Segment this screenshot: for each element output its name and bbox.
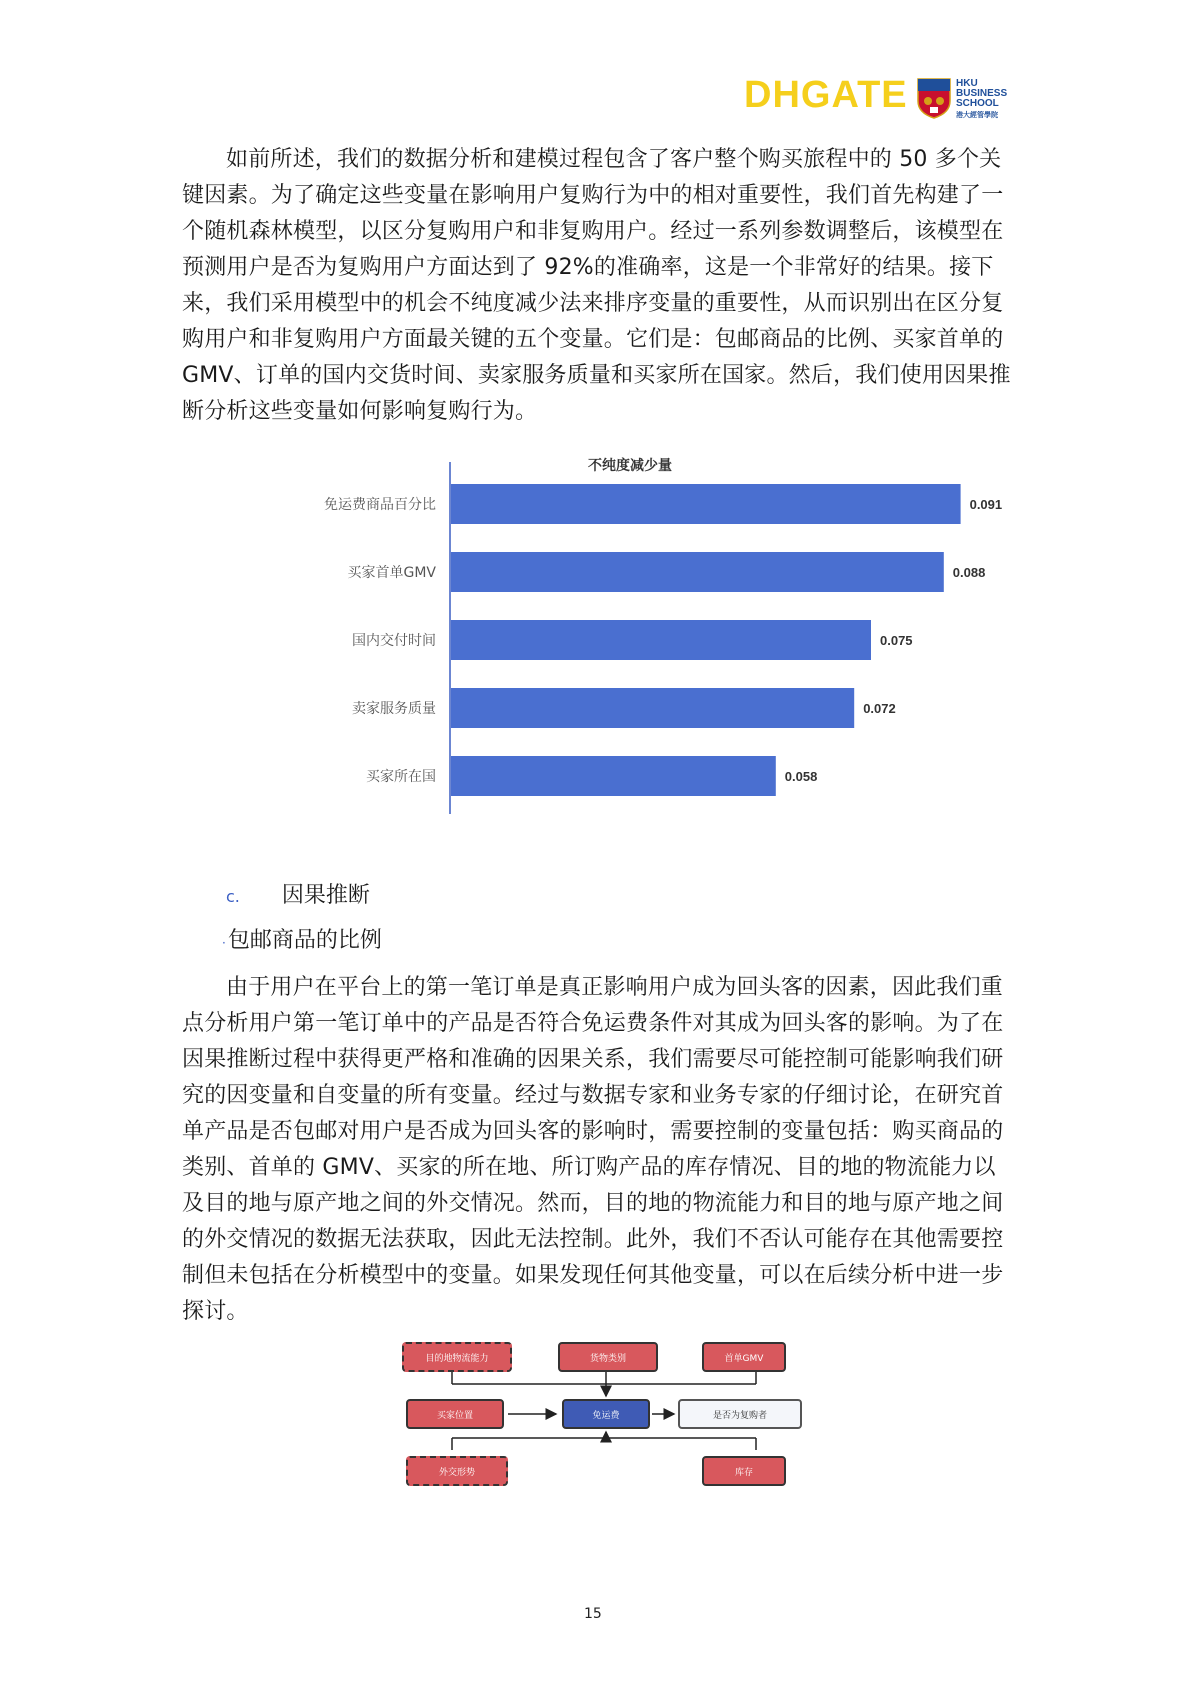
value-label: 0.072 xyxy=(863,701,896,716)
page-number: 15 xyxy=(584,1606,602,1622)
chart-title: 不纯度减少量 xyxy=(588,458,672,474)
section-letter: c. xyxy=(226,887,240,906)
value-label: 0.091 xyxy=(969,497,1003,512)
bar-4 xyxy=(451,688,854,728)
bar-2 xyxy=(451,552,944,592)
intro-paragraph: 如前所述，我们的数据分析和建模过程包含了客户整个购买旅程中的 50 多个关键因素。为了确定这些变量在影响用户复购行为中的相对重要性，我们首先构建了一个随机森林模型，以区分复购用户和非复购用户。经过一系列参数调整后，该模型在预测用户是否为复购用户方面达到了 92%的准确率，这是一个非常好的结果。接下来，我们采用模型中的机会不纯度减少法来排序变量的重要性，从而识别出在区分复购用户和非复购用户方面最关键的五个变量。它们是：包邮商品的比例、买家首单的GMV、订单的国内交货时间、卖家服务质量和买家所在国家。然后，我们使用因果推断分析这些变量如何影响复购行为。 xyxy=(182,147,1011,424)
node-free-shipping: 免运费 xyxy=(562,1399,650,1429)
category-label: 免运费商品百分比 xyxy=(324,497,436,513)
dhgate-logo: DHGATE xyxy=(744,74,908,116)
node-inventory: 库存 xyxy=(702,1456,786,1486)
section-heading xyxy=(226,878,370,909)
node-category: 货物类别 xyxy=(558,1342,658,1372)
bar-5 xyxy=(451,756,776,796)
category-label: 国内交付时间 xyxy=(352,633,436,649)
value-label: 0.088 xyxy=(952,565,986,580)
bullet-text: 包邮商品的比例 xyxy=(227,928,382,953)
hku-business-school-logo xyxy=(916,77,1036,121)
bullet-dot: · xyxy=(222,936,226,950)
node-logistics: 目的地物流能力 xyxy=(402,1342,512,1372)
node-gmv: 首单GMV xyxy=(702,1342,786,1372)
bar-3 xyxy=(451,620,871,660)
hku-logo-text: HKU BUSINESS SCHOOL 港大經管學院 xyxy=(956,78,1008,119)
bar-1 xyxy=(451,484,961,524)
category-label: 卖家服务质量 xyxy=(352,701,436,717)
bullet-heading xyxy=(222,923,382,954)
category-label: 买家所在国 xyxy=(366,769,436,785)
hku-shield-icon xyxy=(916,77,952,119)
node-repurchase: 是否为复购者 xyxy=(678,1399,802,1429)
node-location: 买家位置 xyxy=(406,1399,504,1429)
causal-paragraph: 由于用户在平台上的第一笔订单是真正影响用户成为回头客的因素，因此我们重点分析用户第一笔订单中的产品是否符合免运费条件对其成为回头客的影响。为了在因果推断过程中获得更严格和准确的因果关系，我们需要尽可能控制可能影响我们研究的因变量和自变量的所有变量。经过与数据专家和业务专家的仔细讨论，在研究首单产品是否包邮对用户是否成为回头客的影响时，需要控制的变量包括：购买商品的类别、首单的 GMV、买家的所在地、所订购产品的库存情况、目的地的物流能力以及目的地与原产地之间的外交情况。然而，目的地的物流能力和目的地与原产地之间的外交情况的数据无法获取，因此无法控制。此外，我们不否认可能存在其他需要控制但未包括在分析模型中的变量。如果发现任何其他变量，可以在后续分析中进一步探讨。 xyxy=(182,975,1004,1324)
node-diplomacy: 外交形势 xyxy=(406,1456,508,1486)
causal-diagram xyxy=(396,1342,810,1502)
value-label: 0.058 xyxy=(784,769,818,784)
impurity-reduction-bar-chart xyxy=(182,452,1022,822)
category-label: 买家首单GMV xyxy=(347,565,436,581)
section-title: 因果推断 xyxy=(281,883,370,908)
value-label: 0.075 xyxy=(880,633,913,648)
